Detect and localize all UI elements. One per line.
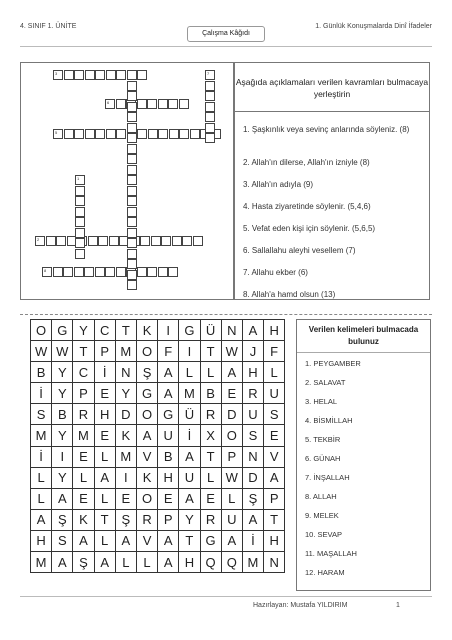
grid-letter: G — [158, 404, 179, 425]
grid-letter: A — [158, 552, 179, 573]
grid-letter: C — [94, 320, 115, 341]
worksheet-title: Çalışma Kâğıdı — [187, 26, 265, 42]
crossword-cell[interactable] — [137, 70, 147, 80]
grid-letter: I — [115, 467, 136, 488]
grid-letter: R — [73, 404, 94, 425]
crossword-cell[interactable] — [127, 112, 137, 122]
crossword-cell[interactable] — [127, 154, 137, 164]
grid-letter: B — [158, 446, 179, 467]
grid-row — [31, 362, 285, 383]
grid-letter: Y — [52, 383, 73, 404]
crossword-cell[interactable] — [75, 196, 85, 206]
grid-letter: İ — [31, 446, 52, 467]
crossword-cell[interactable] — [127, 228, 137, 238]
crossword-cell[interactable] — [74, 70, 84, 80]
grid-letter: X — [200, 425, 221, 446]
clue-number: 6 — [107, 100, 110, 105]
crossword-cell[interactable] — [158, 99, 168, 109]
crossword-cell[interactable] — [75, 238, 85, 248]
word-list-panel — [296, 319, 431, 591]
crossword-cell[interactable] — [205, 123, 215, 133]
grid-letter: G — [179, 320, 200, 341]
word-item: 1. PEYGAMBER — [305, 359, 361, 368]
grid-letter: N — [242, 446, 263, 467]
grid-letter: S — [52, 530, 73, 551]
crossword-cell[interactable] — [64, 129, 74, 139]
grid-letter: İ — [31, 383, 52, 404]
grid-row — [31, 425, 285, 446]
grid-letter: S — [31, 404, 52, 425]
header-divider — [20, 46, 432, 47]
crossword-cell[interactable] — [127, 270, 137, 280]
grid-letter: D — [242, 467, 263, 488]
grid-letter: O — [221, 425, 242, 446]
grid-letter: V — [136, 446, 157, 467]
grid-letter: Ş — [242, 488, 263, 509]
grid-letter: E — [73, 488, 94, 509]
grid-row — [31, 530, 285, 551]
grid-letter: S — [264, 404, 285, 425]
crossword-cell[interactable] — [190, 129, 200, 139]
grid-letter: M — [31, 425, 52, 446]
crossword-cell[interactable] — [127, 91, 137, 101]
clue-4: 4. Hasta ziyaretinde söylenir. (5,4,6) — [243, 202, 371, 211]
grid-letter: A — [179, 488, 200, 509]
grid-letter: M — [179, 383, 200, 404]
clue-1: 1. Şaşkınlık veya sevinç anlarında söyleniz. (8) — [243, 125, 410, 134]
grid-letter: T — [200, 341, 221, 362]
crossword-cell[interactable] — [127, 70, 137, 80]
grid-letter: P — [94, 341, 115, 362]
grid-letter: H — [94, 404, 115, 425]
grid-letter: Ü — [179, 404, 200, 425]
crossword-cell[interactable] — [75, 175, 85, 185]
grid-letter: L — [73, 467, 94, 488]
grid-letter: A — [52, 552, 73, 573]
crossword-cell[interactable] — [137, 99, 147, 109]
crossword-cell[interactable] — [75, 217, 85, 227]
grid-letter: A — [31, 509, 52, 530]
crossword-cell[interactable] — [147, 99, 157, 109]
crossword-cell[interactable] — [75, 228, 85, 238]
grid-letter: G — [136, 383, 157, 404]
crossword-cell[interactable] — [88, 236, 98, 246]
grid-letter: A — [136, 425, 157, 446]
grid-letter: H — [31, 530, 52, 551]
grid-letter: A — [158, 530, 179, 551]
grid-letter: I — [52, 446, 73, 467]
topic-title: 1. Günlük Konuşmalarda Dinî İfadeler — [315, 23, 432, 30]
grid-letter: B — [31, 362, 52, 383]
crossword-cell[interactable] — [151, 236, 161, 246]
crossword-cell[interactable] — [116, 99, 126, 109]
word-item: 6. GÜNAH — [305, 454, 341, 463]
grid-letter: İ — [94, 362, 115, 383]
grid-letter: V — [264, 446, 285, 467]
grid-row — [31, 467, 285, 488]
crossword-cell[interactable] — [161, 236, 171, 246]
grid-letter: A — [179, 446, 200, 467]
grid-letter: T — [115, 320, 136, 341]
crossword-cell[interactable] — [46, 236, 56, 246]
grid-letter: D — [115, 404, 136, 425]
crossword-cell[interactable] — [106, 129, 116, 139]
crossword-cell[interactable] — [53, 267, 63, 277]
crossword-instruction: Aşağıda açıklamaları verilen kavramları bulmacaya yerleştirin — [234, 62, 430, 112]
crossword-cell[interactable] — [105, 267, 115, 277]
crossword-cell[interactable] — [147, 267, 157, 277]
grid-row — [31, 552, 285, 573]
crossword-cell[interactable] — [127, 175, 137, 185]
grid-letter: Y — [52, 425, 73, 446]
grid-letter: O — [136, 404, 157, 425]
crossword-cell[interactable] — [35, 236, 45, 246]
grid-letter: A — [264, 467, 285, 488]
grid-letter: M — [115, 341, 136, 362]
crossword-cell[interactable] — [148, 129, 158, 139]
crossword-cell[interactable] — [205, 91, 215, 101]
word-search-grid — [30, 319, 285, 573]
crossword-cell[interactable] — [95, 70, 105, 80]
grid-letter: M — [115, 446, 136, 467]
grid-letter: I — [179, 341, 200, 362]
word-list-title: Verilen kelimeleri bulmacada bulunuz — [297, 320, 430, 353]
grid-letter: Ş — [73, 552, 94, 573]
crossword-cell[interactable] — [85, 129, 95, 139]
section-divider — [20, 314, 432, 315]
grid-letter: A — [158, 362, 179, 383]
crossword-cell[interactable] — [127, 259, 137, 269]
grid-letter: L — [31, 488, 52, 509]
grid-letter: P — [264, 488, 285, 509]
grid-letter: F — [264, 341, 285, 362]
grid-letter: E — [158, 488, 179, 509]
grid-letter: O — [31, 320, 52, 341]
clue-7: 7. Allahu ekber (6) — [243, 268, 308, 277]
crossword-cell[interactable] — [158, 267, 168, 277]
grid-letter: C — [73, 362, 94, 383]
grid-row — [31, 404, 285, 425]
grid-letter: F — [158, 341, 179, 362]
crossword-cell[interactable] — [127, 144, 137, 154]
grid-letter: I — [158, 320, 179, 341]
grid-letter: A — [115, 530, 136, 551]
word-item: 8. ALLAH — [305, 492, 337, 501]
grid-letter: T — [94, 509, 115, 530]
crossword-cell[interactable] — [109, 236, 119, 246]
grid-letter: H — [264, 320, 285, 341]
grid-letter: G — [52, 320, 73, 341]
clue-number: 8 — [44, 268, 47, 273]
grid-letter: E — [94, 425, 115, 446]
crossword-cell[interactable] — [158, 129, 168, 139]
grid-letter: S — [242, 425, 263, 446]
crossword-cell[interactable] — [95, 129, 105, 139]
crossword-cell[interactable] — [98, 236, 108, 246]
grid-letter: K — [73, 509, 94, 530]
crossword-cell[interactable] — [84, 267, 94, 277]
grid-letter: Ü — [200, 320, 221, 341]
word-item: 7. İNŞALLAH — [305, 473, 350, 482]
grid-row — [31, 488, 285, 509]
grid-letter: U — [158, 425, 179, 446]
grid-letter: L — [179, 362, 200, 383]
crossword-cell[interactable] — [140, 236, 150, 246]
grid-letter: V — [136, 530, 157, 551]
crossword-cell[interactable] — [137, 129, 147, 139]
grid-letter: W — [52, 341, 73, 362]
crossword-cell[interactable] — [137, 267, 147, 277]
grid-letter: N — [115, 362, 136, 383]
crossword-cell[interactable] — [205, 70, 215, 80]
grid-letter: M — [73, 425, 94, 446]
grid-letter: Ş — [136, 362, 157, 383]
grid-letter: L — [94, 530, 115, 551]
word-item: 12. HARAM — [305, 568, 345, 577]
clue-3: 3. Allah'ın adıyla (9) — [243, 180, 314, 189]
clue-5: 5. Vefat eden kişi için söylenir. (5,6,5) — [243, 224, 376, 233]
grid-letter: K — [115, 425, 136, 446]
crossword-cell[interactable] — [127, 280, 137, 290]
crossword-cell[interactable] — [205, 102, 215, 112]
grid-letter: W — [221, 341, 242, 362]
grid-letter: D — [221, 404, 242, 425]
grid-letter: U — [179, 467, 200, 488]
crossword-cell[interactable] — [127, 81, 137, 91]
grid-letter: M — [242, 552, 263, 573]
unit-label: 4. SINIF 1. ÜNİTE — [20, 23, 77, 30]
crossword-cell[interactable] — [172, 236, 182, 246]
grid-letter: R — [200, 404, 221, 425]
grid-letter: O — [136, 341, 157, 362]
grid-letter: Y — [52, 467, 73, 488]
grid-letter: L — [136, 552, 157, 573]
crossword-cell[interactable] — [168, 99, 178, 109]
grid-row — [31, 320, 285, 341]
grid-letter: W — [221, 467, 242, 488]
crossword-cell[interactable] — [127, 102, 137, 112]
crossword-cell[interactable] — [127, 123, 137, 133]
grid-letter: P — [221, 446, 242, 467]
grid-letter: T — [264, 509, 285, 530]
crossword-cell[interactable] — [127, 186, 137, 196]
crossword-clue-list — [234, 112, 430, 300]
word-item: 3. HELAL — [305, 397, 338, 406]
crossword-cell[interactable] — [127, 165, 137, 175]
grid-letter: Y — [52, 362, 73, 383]
word-item: 5. TEKBİR — [305, 435, 341, 444]
crossword-cell[interactable] — [182, 236, 192, 246]
crossword-cell[interactable] — [127, 249, 137, 259]
grid-letter: T — [179, 530, 200, 551]
grid-letter: A — [73, 530, 94, 551]
grid-letter: W — [31, 341, 52, 362]
grid-letter: U — [264, 383, 285, 404]
grid-letter: P — [73, 383, 94, 404]
grid-letter: P — [158, 509, 179, 530]
crossword-cell[interactable] — [53, 70, 63, 80]
grid-row — [31, 341, 285, 362]
grid-letter: U — [221, 509, 242, 530]
crossword-cell[interactable] — [179, 99, 189, 109]
crossword-cell[interactable] — [53, 129, 63, 139]
grid-letter: Y — [179, 509, 200, 530]
grid-letter: İ — [242, 530, 263, 551]
crossword-cell[interactable] — [75, 249, 85, 259]
clue-number: 5 — [55, 130, 58, 135]
grid-letter: G — [200, 530, 221, 551]
grid-letter: H — [242, 362, 263, 383]
grid-letter: R — [200, 509, 221, 530]
word-item: 10. SEVAP — [305, 530, 342, 539]
grid-letter: O — [136, 488, 157, 509]
grid-row — [31, 383, 285, 404]
grid-letter: A — [52, 488, 73, 509]
crossword-cell[interactable] — [116, 129, 126, 139]
grid-letter: H — [158, 467, 179, 488]
grid-letter: Ş — [115, 509, 136, 530]
grid-letter: E — [221, 383, 242, 404]
grid-letter: L — [200, 467, 221, 488]
crossword-cell[interactable] — [168, 267, 178, 277]
grid-letter: R — [136, 509, 157, 530]
grid-letter: L — [200, 362, 221, 383]
grid-letter: L — [264, 362, 285, 383]
grid-letter: T — [200, 446, 221, 467]
grid-letter: U — [242, 404, 263, 425]
grid-letter: Q — [200, 552, 221, 573]
grid-letter: L — [94, 488, 115, 509]
grid-letter: A — [221, 362, 242, 383]
grid-row — [31, 446, 285, 467]
grid-letter: H — [264, 530, 285, 551]
crossword-cell[interactable] — [75, 207, 85, 217]
clue-8: 8. Allah'a hamd olsun (13) — [243, 290, 336, 299]
footer-divider — [20, 596, 432, 597]
word-item: 9. MELEK — [305, 511, 339, 520]
crossword-cell[interactable] — [127, 207, 137, 217]
crossword-cell[interactable] — [74, 129, 84, 139]
grid-letter: N — [264, 552, 285, 573]
grid-letter: H — [179, 552, 200, 573]
grid-letter: A — [94, 467, 115, 488]
crossword-cell[interactable] — [127, 217, 137, 227]
author-credit: Hazırlayan: Mustafa YILDIRIM — [253, 602, 348, 609]
grid-letter: T — [73, 341, 94, 362]
grid-letter: E — [94, 383, 115, 404]
crossword-cell[interactable] — [169, 129, 179, 139]
crossword-cell[interactable] — [179, 129, 189, 139]
grid-letter: A — [221, 530, 242, 551]
word-item: 4. BİSMİLLAH — [305, 416, 353, 425]
grid-letter: N — [221, 320, 242, 341]
grid-letter: R — [242, 383, 263, 404]
grid-row — [31, 509, 285, 530]
grid-letter: E — [73, 446, 94, 467]
grid-letter: A — [242, 320, 263, 341]
grid-letter: Y — [73, 320, 94, 341]
grid-letter: A — [94, 552, 115, 573]
grid-letter: Y — [115, 383, 136, 404]
grid-letter: L — [94, 446, 115, 467]
grid-letter: Q — [221, 552, 242, 573]
clue-number: 2 — [37, 237, 40, 242]
grid-letter: K — [136, 320, 157, 341]
grid-letter: L — [115, 552, 136, 573]
crossword-cell[interactable] — [42, 267, 52, 277]
crossword-cell[interactable] — [205, 112, 215, 122]
word-item: 2. SALAVAT — [305, 378, 346, 387]
crossword-cell[interactable] — [205, 133, 215, 143]
word-item: 11. MAŞALLAH — [305, 549, 357, 558]
grid-letter: K — [136, 467, 157, 488]
grid-letter: E — [200, 488, 221, 509]
clue-number: 3 — [55, 71, 58, 76]
grid-letter: A — [242, 509, 263, 530]
grid-letter: J — [242, 341, 263, 362]
crossword-cell[interactable] — [205, 81, 215, 91]
crossword-cell[interactable] — [56, 236, 66, 246]
grid-letter: L — [31, 467, 52, 488]
crossword-cell[interactable] — [106, 70, 116, 80]
crossword-cell[interactable] — [85, 70, 95, 80]
grid-letter: İ — [179, 425, 200, 446]
crossword-cell[interactable] — [116, 70, 126, 80]
crossword-cell[interactable] — [127, 196, 137, 206]
crossword-cell[interactable] — [74, 267, 84, 277]
crossword-cell[interactable] — [116, 267, 126, 277]
crossword-cell[interactable] — [75, 186, 85, 196]
crossword-cell[interactable] — [193, 236, 203, 246]
grid-letter: Ş — [52, 509, 73, 530]
crossword-cell[interactable] — [127, 133, 137, 143]
clue-2: 2. Allah'ın dilerse, Allah'ın izniyle (8) — [243, 158, 370, 167]
grid-letter: E — [264, 425, 285, 446]
page-number: 1 — [396, 602, 400, 609]
clue-number: 7 — [207, 71, 210, 76]
grid-letter: E — [115, 488, 136, 509]
grid-letter: L — [221, 488, 242, 509]
crossword-cell[interactable] — [95, 267, 105, 277]
grid-letter: B — [52, 404, 73, 425]
crossword-cell[interactable] — [127, 238, 137, 248]
grid-letter: A — [158, 383, 179, 404]
clue-6: 6. Sallallahu aleyhi vesellem (7) — [243, 246, 356, 255]
grid-letter: M — [31, 552, 52, 573]
crossword-cell[interactable] — [64, 70, 74, 80]
crossword-cell[interactable] — [105, 99, 115, 109]
clue-number: 1 — [77, 176, 80, 181]
grid-letter: B — [200, 383, 221, 404]
crossword-cell[interactable] — [63, 267, 73, 277]
